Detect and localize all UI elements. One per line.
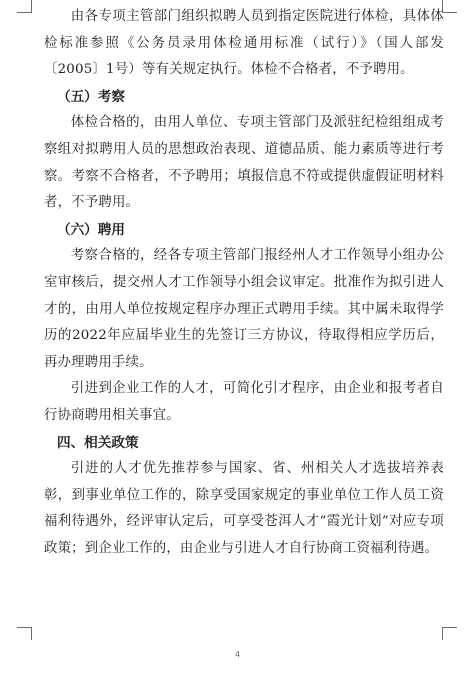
- crop-mark-top-left: [17, 0, 32, 13]
- paragraph-medical-exam: 由各专项主管部门组织拟聘人员到指定医院进行体检，具体体检标准参照《公务员录用体检通用标准（试行）》（国人部发〔2005〕1号）等有关规定执行。体检不合格者，不予聘用。: [44, 9, 444, 78]
- heading-section-5: （五）考察: [57, 88, 125, 105]
- crop-mark-top-right: [442, 0, 457, 13]
- paragraph-inspection: 体检合格的，由用人单位、专项主管部门及派驻纪检组组成考察组对拟聘用人员的思想政治表现、道德品质、能力素质等进行考察。考察不合格者，不予聘用；填报信息不符或提供虚假证明材料者，不予聘用。: [44, 115, 444, 211]
- document-body: [44, 4, 444, 562]
- page-number: 4: [234, 650, 241, 659]
- paragraph-employment: 考察合格的，经各专项主管部门报经州人才工作领导小组办公室审核后，提交州人才工作领导小组会议审定。批准作为拟引进人才的，由用人单位按规定程序办理正式聘用手续。其中属未取得学历的2022年应届毕业生的先签订三方协议，待取得相应学历后，再办理聘用手续。: [44, 248, 444, 370]
- crop-mark-bottom-right: [442, 627, 457, 640]
- paragraph-policies: 引进的人才优先推荐参与国家、省、州相关人才选拔培养表彰，到事业单位工作的，除享受国家规定的事业单位工作人员工资福利待遇外，经评审认定后，可享受苍洱人才“霞光计划”对应专项政策；到企业工作的，由企业与引进人才自行协商工资福利待遇。: [44, 461, 444, 556]
- crop-mark-bottom-left: [17, 627, 32, 640]
- heading-related-policies: 四、相关政策: [57, 434, 139, 451]
- heading-section-6: （六）聘用: [57, 221, 125, 238]
- paragraph-enterprise: 引进到企业工作的人才，可简化引才程序，由企业和报考者自行协商聘用相关事宜。: [44, 381, 444, 423]
